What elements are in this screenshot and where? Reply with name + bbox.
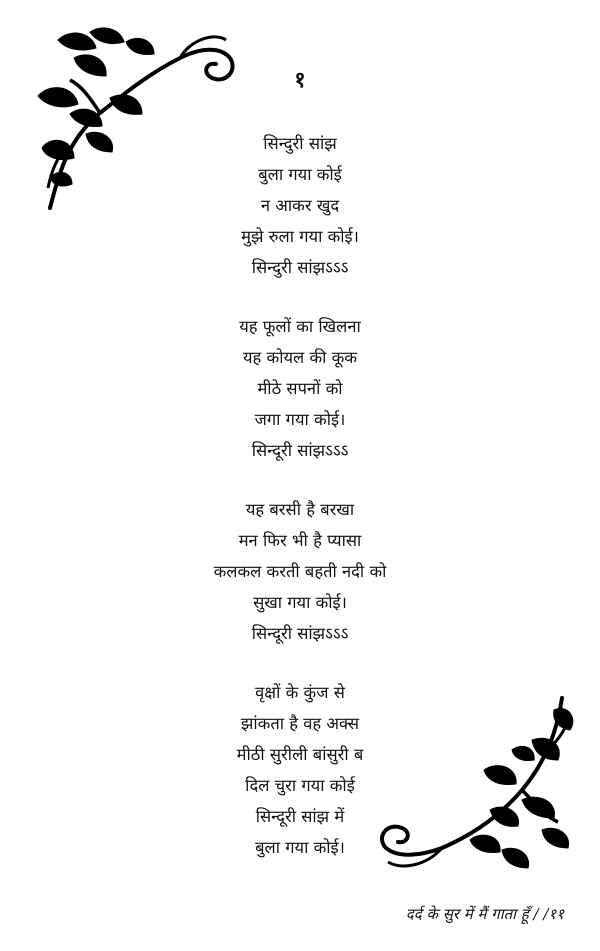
poem-line: जगा गया कोई। — [254, 410, 346, 429]
stanza — [0, 128, 600, 283]
stanza — [0, 494, 600, 649]
poem-line: मुझे रुला गया कोई। — [241, 227, 359, 246]
poem-line: मीठी सुरीली बांसुरी ब — [236, 745, 364, 764]
poem-line: बुला गया कोई। — [255, 838, 345, 857]
poem-line: बुला गया कोई — [258, 165, 342, 184]
poem-line: सिन्दुरी सांझऽऽऽ — [251, 258, 349, 277]
stanza — [0, 311, 600, 466]
floral-ornament-bottom-right-icon — [372, 690, 582, 880]
page-footer: दर्द के सुर में मैं गाता हूँ / /११ — [405, 905, 564, 923]
poem-number: १ — [294, 68, 306, 93]
poem-line: झांकता है वह अक्स — [240, 714, 360, 733]
poem-line: मीठे सपनों को — [257, 379, 343, 398]
poem-line: यह फूलों का खिलना — [239, 317, 361, 336]
poem-line: मन फिर भी है प्यासा — [238, 531, 362, 550]
poem-line: सिन्दूरी सांझऽऽऽ — [251, 441, 349, 460]
poem-line: दिल चुरा गया कोई — [245, 776, 355, 795]
poem-line: न आकर खुद — [260, 196, 340, 215]
poem-line: सिन्दूरी सांझ में — [255, 807, 345, 826]
poem-line: सिन्दूरी सांझऽऽऽ — [251, 624, 349, 643]
poem-line: वृक्षों के कुंज से — [255, 683, 345, 702]
poem-line: यह बरसी है बरखा — [245, 500, 355, 519]
poem-line: यह कोयल की कूक — [242, 348, 358, 367]
poem-line: सुखा गया कोई। — [253, 593, 347, 612]
poem-line: कलकल करती बहती नदी को — [213, 562, 387, 581]
poem-line: सिन्दुरी सांझ — [263, 134, 337, 153]
